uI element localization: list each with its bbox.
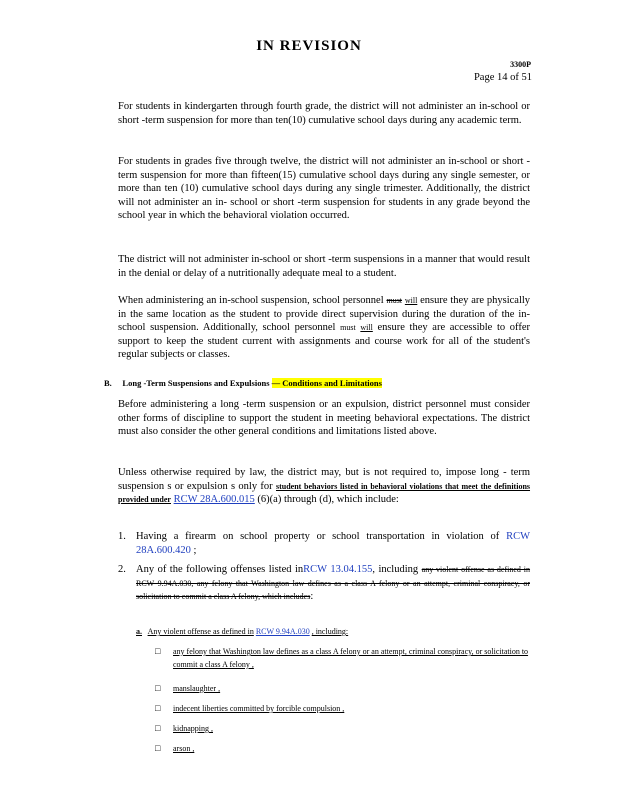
paragraph-in-school-supervision: When administering an in-school suspension, school personnel must will ensure they are physically in the same location as the student to provide direct supervision during the duration of the in-school suspension. Additionally, school personnel must will ensure they are accessible to offer support to keep the student current with assignments and course work for all of the student's regular subjects or classes. (118, 295, 531, 361)
highlighted-heading: — Conditions and Limitations (271, 378, 382, 388)
list-item: □ indecent liberties committed by forcible compulsion , (155, 703, 345, 713)
document-title: IN REVISION (256, 38, 362, 54)
bullet-icon: □ (155, 646, 161, 656)
policy-code: 3300P (510, 60, 531, 69)
rcw-link[interactable]: RCW 28A.600.420 (136, 531, 530, 556)
section-b-heading: B. Long -Term Suspensions and Expulsions — Conditions and Limitations (104, 378, 382, 388)
paragraph-k4-limits: For students in kindergarten through fourth grade, the district will not administer an in-school or short -term suspension for more than ten(10) cumulative school days during any academic term. (118, 101, 530, 126)
bullet-icon: □ (155, 743, 161, 753)
list-item: 2. Any of the following offenses listed inRCW 13.04.155, including any violent offense as defined in RCW 9.94A.030, any felony that Washington law defines as a class A felony or an attempt, criminal conspiracy, or solicitation to commit a class A felony, which includes: (118, 564, 531, 603)
list-item: □ kidnapping , (155, 723, 213, 733)
paragraph-5-12-limits: For students in grades five through twelve, the district will not administer an in-school or short -term suspension for more than fifteen(15) cumulative school days during any single semester, or more than ten (10) cumulative school days during any single trimester. Additionally, the district will not administer an in- school or short -term suspension for students in any grade beyond the school year in which the behavioral violation occurred. (118, 156, 530, 222)
list-item: 1. Having a firearm on school property or school transportation in violation of RCW 28A.600.420 ; (118, 531, 530, 556)
deleted-text: must (386, 296, 403, 305)
inserted-text: will (404, 296, 418, 305)
deleted-text: any violent offense as defined in RCW 9.94A.030, any felony that Washington law defines as a class A felony or an attempt, criminal conspiracy, or solicitation to commit a class A felony, which includes (136, 565, 531, 602)
bullet-icon: □ (155, 723, 161, 733)
paragraph-meal: The district will not administer in-school or short -term suspensions in a manner that would result in the denial or delay of a nutritionally adequate meal to a student. (118, 254, 530, 279)
inserted-text: will (360, 323, 373, 333)
rcw-link[interactable]: RCW 28A.600.015 (173, 494, 255, 506)
list-item: □ arson , (155, 743, 195, 753)
bullet-icon: □ (155, 683, 161, 693)
paragraph-unless-otherwise: Unless otherwise required by law, the district may, but is not required to, impose long - term suspension s or expulsion s only for student behaviors listed in behavioral violations that meet the definitions provided under RCW 28A.600.015 (6)(a) through (d), which include: (118, 467, 531, 506)
deleted-text: must (340, 323, 356, 333)
list-item: □ manslaughter , (155, 683, 221, 693)
page-number: Page 14 of 51 (473, 72, 532, 83)
rcw-link[interactable]: RCW 13.04.155 (303, 564, 373, 575)
sub-item-a: a. Any violent offense as defined in RCW 9.94A.030 , including: (136, 627, 349, 636)
list-item: □ any felony that Washington law defines as a class A felony or an attempt, criminal conspiracy, or solicitation to commit a class A felony , (155, 646, 529, 669)
inserted-text: student behaviors listed in behavioral violations that meet the definitions provided under (118, 481, 531, 505)
bullet-icon: □ (155, 703, 161, 713)
paragraph-before-administering: Before administering a long -term suspension or an expulsion, district personnel must consider other forms of discipline to support the student in meeting behavioral expectations. The district must also consider the other general conditions and limitations listed above. (118, 399, 530, 438)
rcw-link[interactable]: RCW 9.94A.030 (255, 627, 310, 636)
